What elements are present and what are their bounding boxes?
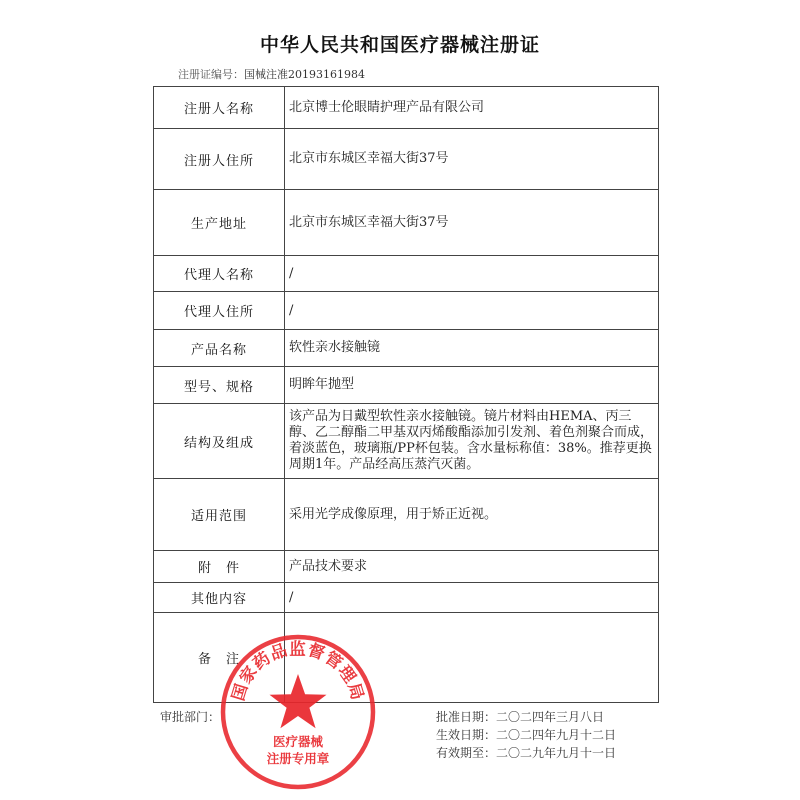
row-label: 结构及组成 xyxy=(154,404,285,479)
table-row xyxy=(154,190,659,256)
table-row xyxy=(154,129,659,190)
row-value: 采用光学成像原理，用于矫正近视。 xyxy=(285,479,659,551)
effective-date: 生效日期：二〇二四年九月十二日 xyxy=(436,728,617,742)
row-label: 附 件 xyxy=(154,551,285,583)
row-value: / xyxy=(285,292,659,330)
registration-number-value: 国械注准20193161984 xyxy=(244,68,365,81)
row-value: 软性亲水接触镜 xyxy=(285,330,659,367)
row-label: 备 注 xyxy=(154,613,285,703)
approval-date: 批准日期：二〇二四年三月八日 xyxy=(436,710,605,724)
row-value: 该产品为日戴型软性亲水接触镜。镜片材料由HEMA、丙三醇、乙二醇酯二甲基双丙烯酸酯添加引发剂、着色剂聚合而成，着淡蓝色，玻璃瓶/PP杯包装。含水量标称值：38%。推荐更换周期1年。产品经高压蒸汽灭菌。 xyxy=(285,404,659,479)
row-label: 代理人名称 xyxy=(154,256,285,292)
certificate-title: 中华人民共和国医疗器械注册证 xyxy=(259,34,540,56)
official-seal xyxy=(218,632,378,792)
row-value: 北京市东城区幸福大街37号 xyxy=(285,129,659,190)
row-value: / xyxy=(285,256,659,292)
seal-star-icon xyxy=(270,674,327,728)
row-value: 明眸年抛型 xyxy=(285,367,659,404)
table-row xyxy=(154,330,659,367)
row-label: 代理人住所 xyxy=(154,292,285,330)
row-label: 注册人名称 xyxy=(154,87,285,129)
table-row xyxy=(154,404,659,479)
table-row xyxy=(154,292,659,330)
row-label: 其他内容 xyxy=(154,583,285,613)
registration-number xyxy=(178,66,365,82)
row-label: 生产地址 xyxy=(154,190,285,256)
row-value: 北京市东城区幸福大街37号 xyxy=(285,190,659,256)
row-label: 注册人住所 xyxy=(154,129,285,190)
row-label: 适用范围 xyxy=(154,479,285,551)
seal-line2: 注册专用章 xyxy=(266,751,330,766)
row-label: 产品名称 xyxy=(154,330,285,367)
row-value: 北京博士伦眼睛护理产品有限公司 xyxy=(285,87,659,129)
certificate-table xyxy=(153,86,659,703)
table-row xyxy=(154,479,659,551)
table-row xyxy=(154,583,659,613)
row-value: 产品技术要求 xyxy=(285,551,659,583)
seal-line1: 医疗器械 xyxy=(272,734,324,749)
expiry-date: 有效期至：二〇二九年九月十一日 xyxy=(436,746,617,760)
approval-department: 审批部门： xyxy=(160,710,221,724)
row-value: / xyxy=(285,583,659,613)
seal-outer-text: 国家药品监督管理局 xyxy=(228,639,368,703)
row-label: 型号、规格 xyxy=(154,367,285,404)
table-row xyxy=(154,551,659,583)
table-row xyxy=(154,367,659,404)
table-row xyxy=(154,256,659,292)
registration-number-label: 注册证编号： xyxy=(178,68,244,81)
table-row xyxy=(154,87,659,129)
